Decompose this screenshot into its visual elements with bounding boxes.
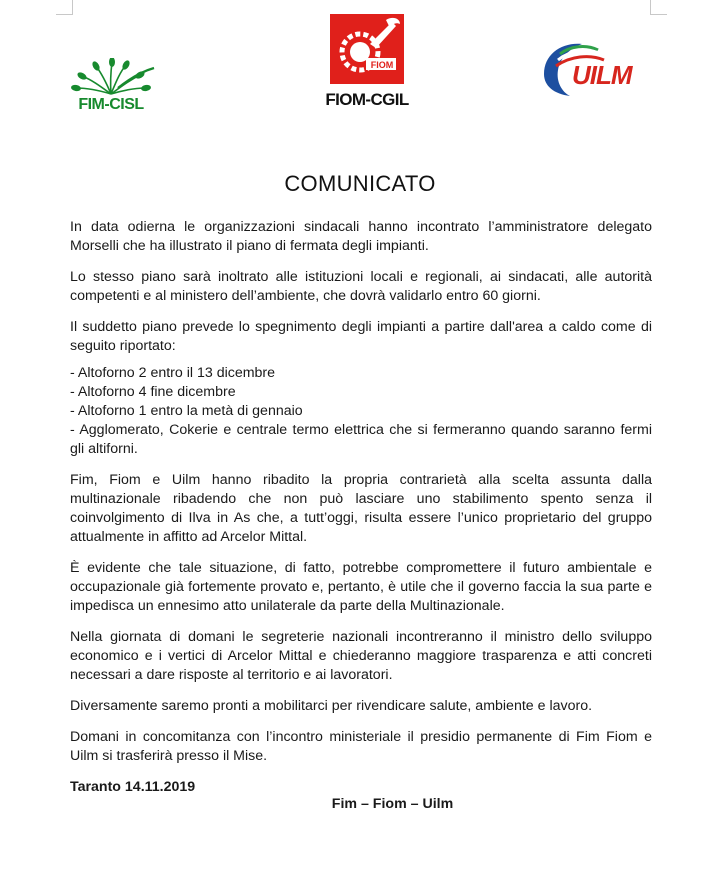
paragraph-3: Il suddetto piano prevede lo spegnimento degli impianti a partire dall'area a caldo come di seguito riportato:	[70, 319, 652, 354]
paragraph-8: Domani in concomitanza con l’incontro ministeriale il presidio permanente di Fim Fiom e Uilm si trasferirà presso il Mise.	[70, 729, 652, 764]
fiom-badge-text: FIOM	[370, 60, 394, 70]
paragraph-7: Diversamente saremo pronti a mobilitarci per rivendicare salute, ambiente e lavoro.	[70, 698, 593, 714]
fim-cisl-logo	[66, 58, 156, 116]
list-item: - Altoforno 2 entro il 13 dicembre	[70, 365, 276, 381]
list-item: - Agglomerato, Cokerie e centrale termo elettrica che si fermeranno quando saranno fermi gli altiforni.	[70, 422, 652, 457]
fim-cisl-flower-icon	[66, 58, 156, 98]
place-date: Taranto 14.11.2019	[70, 779, 196, 795]
page-corner-right	[650, 0, 667, 15]
paragraph-1: In data odierna le organizzazioni sindacali hanno incontrato l’amministratore delegato Morselli che ha illustrato il piano di fermata degli impianti.	[70, 219, 652, 254]
paragraph-4: Fim, Fiom e Uilm hanno ribadito la propria contrarietà alla scelta assunta dalla multinazionale ribadendo che non può lasciare uno stabilimento spento senza il coinvolgimento di Ilva in As che, a tutt’oggi, risulta essere l’unico proprietario del gruppo attualmente in affitto ad Arcelor Mittal.	[70, 472, 652, 545]
fiom-cgil-logo	[326, 14, 408, 114]
fiom-emblem	[330, 14, 404, 84]
uilm-logo	[540, 40, 640, 100]
uilm-logo-text: UILM	[572, 60, 632, 90]
fiom-gear-icon	[330, 14, 404, 84]
page-corner-left	[56, 0, 73, 15]
list-item: - Altoforno 1 entro la metà di gennaio	[70, 403, 303, 419]
list-item: - Altoforno 4 fine dicembre	[70, 384, 236, 400]
document-body	[70, 218, 652, 797]
shutdown-list	[70, 364, 652, 459]
paragraph-6: Nella giornata di domani le segreterie nazionali incontreranno il ministro dello sviluppo economico e i vertici di Arcelor Mittal e chiederanno maggiore trasparenza e atti concreti necessari a dare risposte al territorio e ai lavoratori.	[70, 629, 652, 683]
fiom-cgil-logo-text: FIOM-CGIL	[325, 90, 409, 109]
signature: Fim – Fiom – Uilm	[331, 796, 454, 812]
fim-cisl-logo-text: FIM-CISL	[78, 96, 144, 113]
document-title: COMUNICATO	[284, 170, 436, 196]
paragraph-5: È evidente che tale situazione, di fatto, potrebbe compromettere il futuro ambientale e occupazionale già fortemente provato e, pertanto, è utile che il governo faccia la sua parte e impedisca un ennesimo atto unilaterale da parte della Multinazionale.	[70, 560, 652, 614]
paragraph-2: Lo stesso piano sarà inoltrato alle istituzioni locali e regionali, ai sindacati, alle autorità competenti e al ministero dell’ambiente, che dovrà validarlo entro 60 giorni.	[70, 269, 652, 304]
